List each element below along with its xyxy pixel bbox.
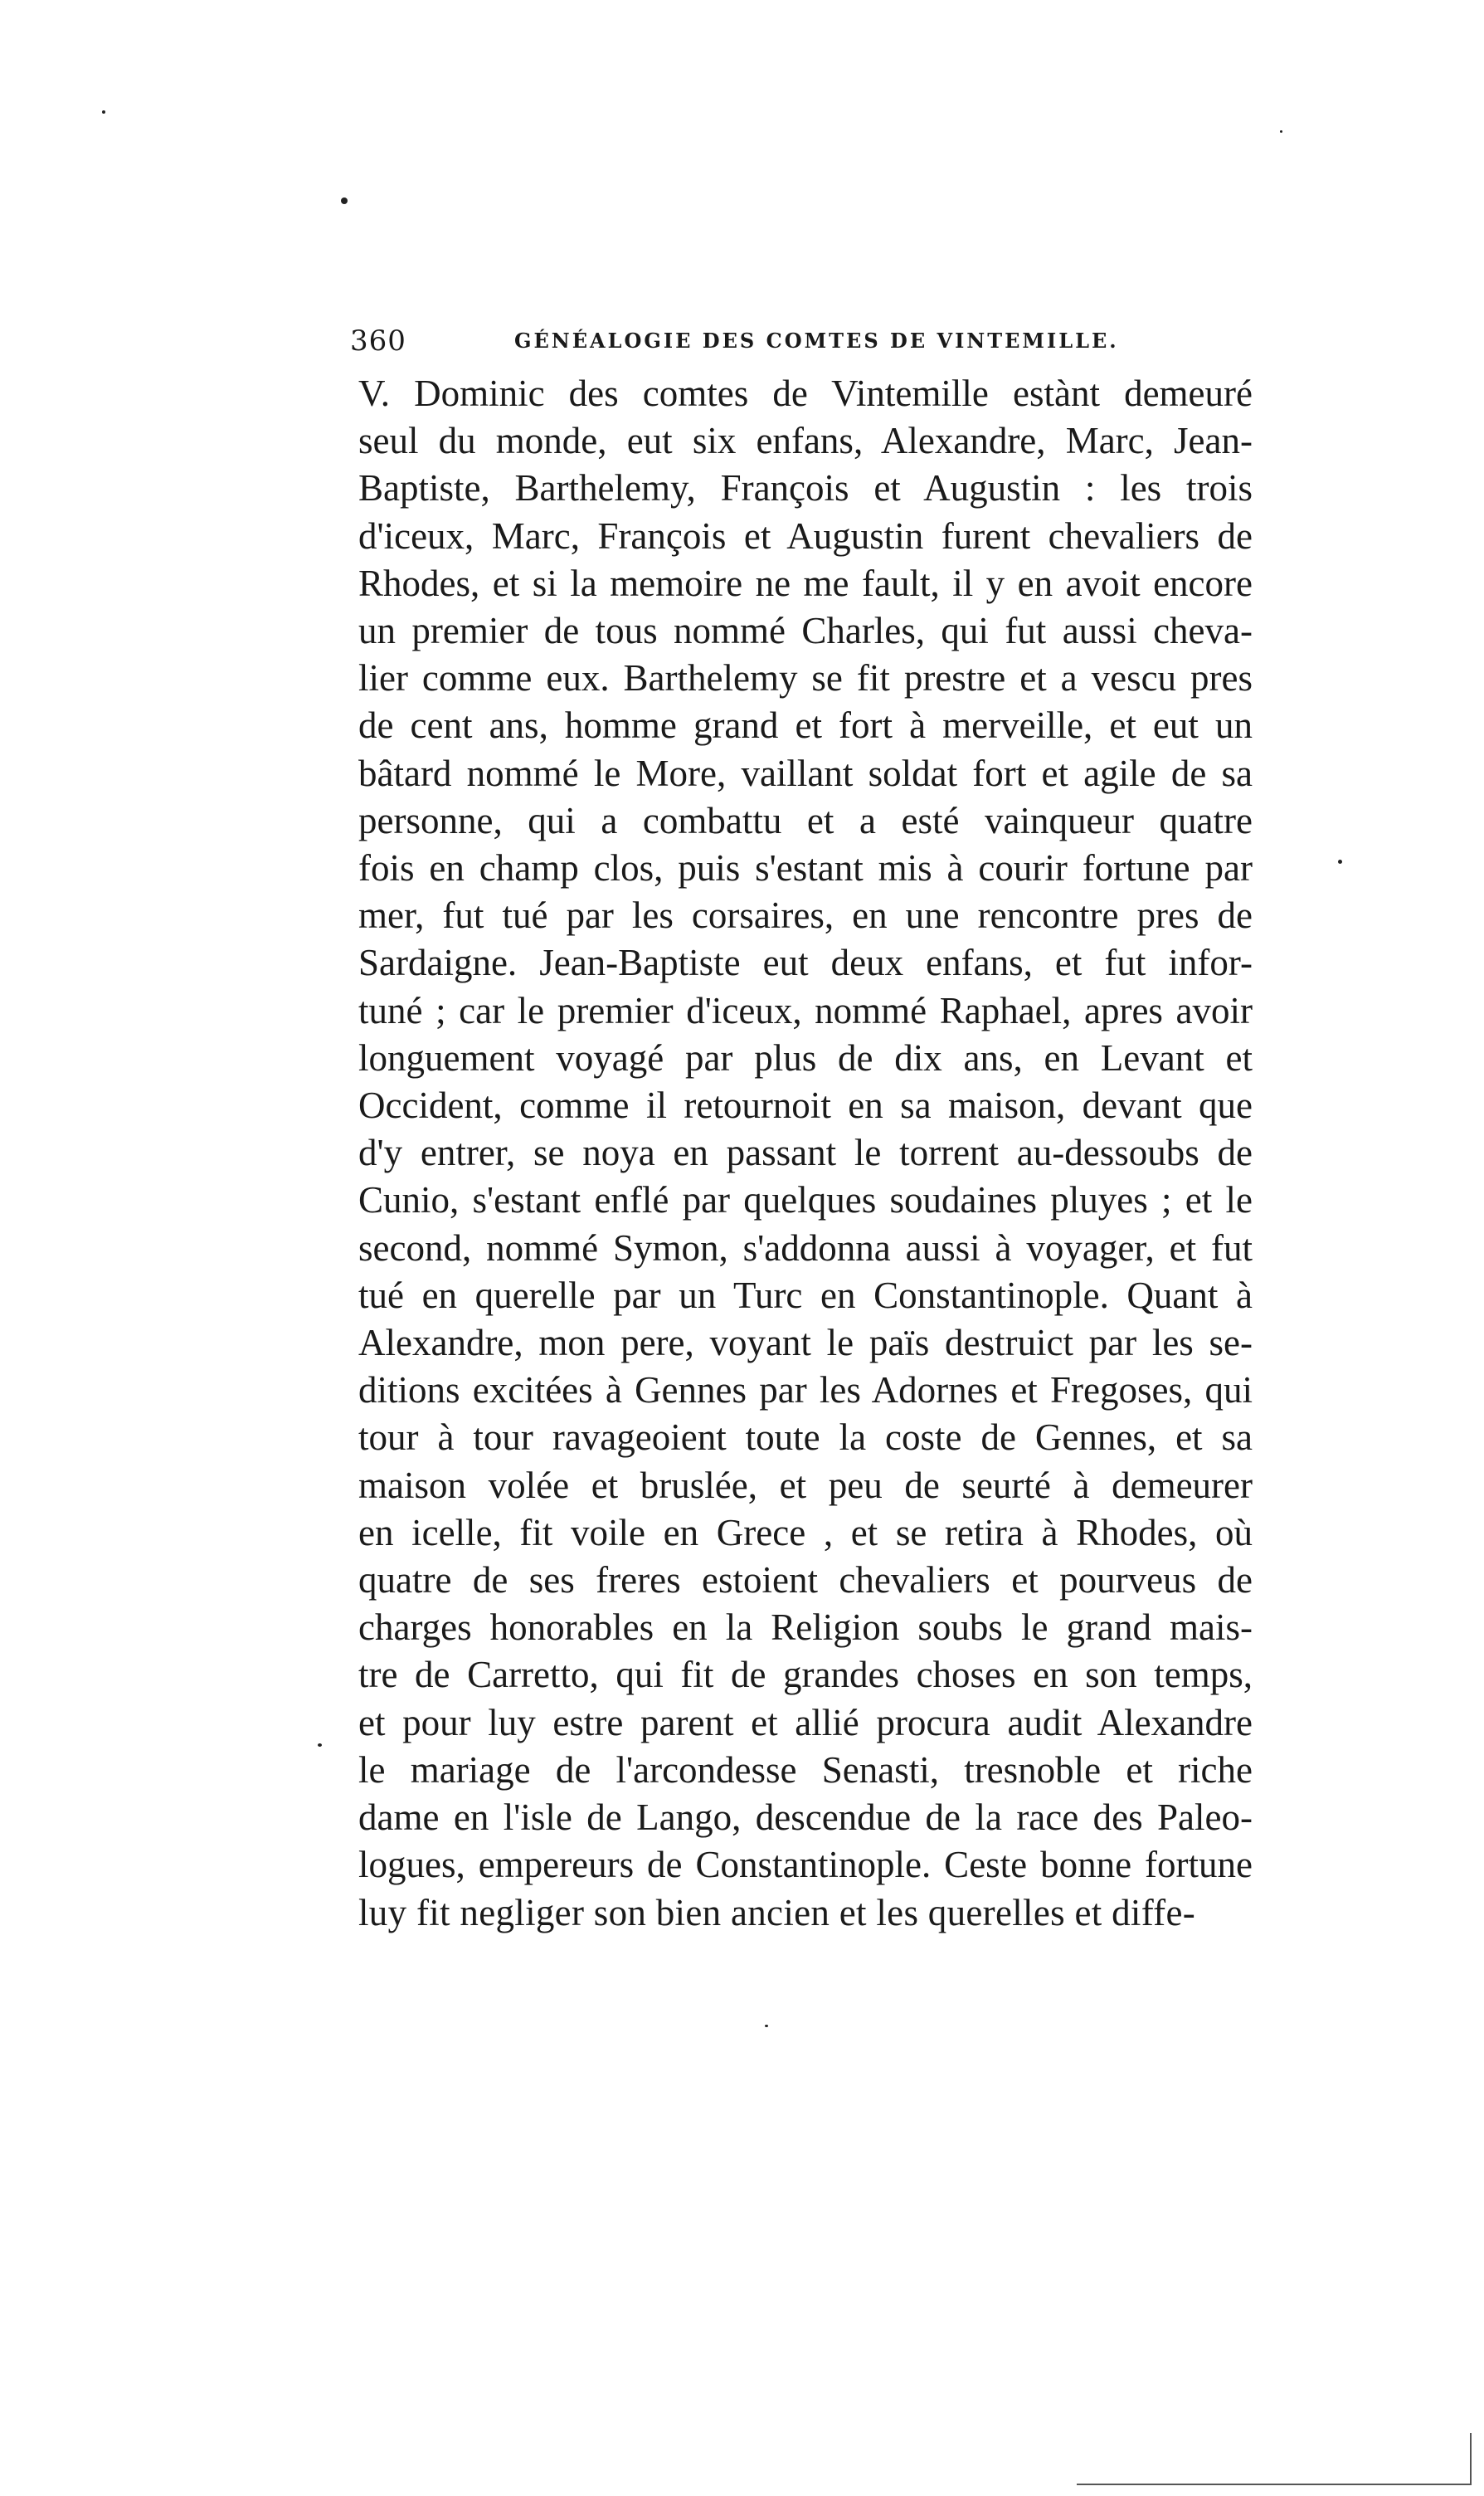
running-head [348,320,1228,362]
ink-speck [765,2025,768,2027]
text-line: Occident, comme il retournoit en sa maison, devant que [358,1085,1253,1127]
scan-edge-rule [1470,2433,1472,2485]
text-line: Sardaigne. Jean-Baptiste eut deux enfans, et fut infor- [358,942,1253,984]
page-number: 360 [350,324,406,358]
text-line: Baptiste, Barthelemy, François et Augustin : les trois [358,467,1253,509]
text-line: tre de Carretto, qui fit de grandes choses en son temps, [358,1654,1253,1696]
text-line: tuné ; car le premier d'iceux, nommé Raphael, apres avoir [358,989,1253,1031]
ink-speck [341,197,348,204]
text-line: personne, qui a combattu et a esté vainqueur quatre [358,799,1253,841]
text-line: le mariage de l'arcondesse Senasti, tresnoble et riche [358,1748,1253,1791]
text-line: et pour luy estre parent et allié procura audit Alexandre [358,1701,1253,1743]
ink-speck [1280,130,1282,133]
text-line: tué en querelle par un Turc en Constantinople. Quant à [358,1274,1253,1316]
text-line: seul du monde, eut six enfans, Alexandre, Marc, Jean- [358,420,1253,462]
ink-speck [1338,860,1342,864]
scan-edge-rule [1077,2484,1472,2485]
ink-speck [318,1743,322,1747]
text-line: charges honorables en la Religion soubs le grand mais- [358,1606,1253,1649]
text-line: fois en champ clos, puis s'estant mis à courir fortune par [358,847,1253,890]
text-line: longuement voyagé par plus de dix ans, en Levant et [358,1036,1253,1079]
text-line: lier comme eux. Barthelemy se fit prestre et a vescu pres [358,657,1253,700]
text-line: Rhodes, et si la memoire ne me fault, il y en avoit encore [358,562,1253,604]
text-line: bâtard nommé le More, vaillant soldat fort et agile de sa [358,752,1253,794]
ink-speck [102,110,105,114]
text-line: tour à tour ravageoient toute la coste de Gennes, et sa [358,1416,1253,1459]
running-title: GÉNÉALOGIE DES COMTES DE VINTEMILLE. [514,329,1119,353]
text-line: logues, empereurs de Constantinople. Ceste bonne fortune [358,1844,1253,1886]
text-line: second, nommé Symon, s'addonna aussi à voyager, et fut [358,1226,1253,1269]
body-text [358,370,1253,1937]
text-line: dame en l'isle de Lango, descendue de la race des Paleo- [358,1796,1253,1839]
text-line: maison volée et bruslée, et peu de seurté à demeurer [358,1464,1253,1506]
text-line: V. Dominic des comtes de Vintemille estànt demeuré [358,373,1253,414]
text-line: Cunio, s'estant enflé par quelques soudaines pluyes ; et le [358,1179,1253,1221]
text-line: d'y entrer, se noya en passant le torrent au-dessoubs de [358,1132,1253,1174]
text-line: ditions excitées à Gennes par les Adornes et Fregoses, qui [358,1369,1253,1411]
text-line: luy fit negliger son bien ancien et les querelles et diffe- [358,1891,1196,1933]
text-line: mer, fut tué par les corsaires, en une rencontre pres de [358,895,1253,937]
text-line: en icelle, fit voile en Grece , et se retira à Rhodes, où [358,1511,1253,1553]
text-line: quatre de ses freres estoient chevaliers et pourveus de [358,1559,1253,1601]
text-line: un premier de tous nommé Charles, qui fut aussi cheva- [358,610,1253,652]
text-line: d'iceux, Marc, François et Augustin furent chevaliers de [358,514,1253,557]
text-line: de cent ans, homme grand et fort à merveille, et eut un [358,704,1253,747]
text-line: Alexandre, mon pere, voyant le païs destruict par les se- [358,1322,1253,1364]
